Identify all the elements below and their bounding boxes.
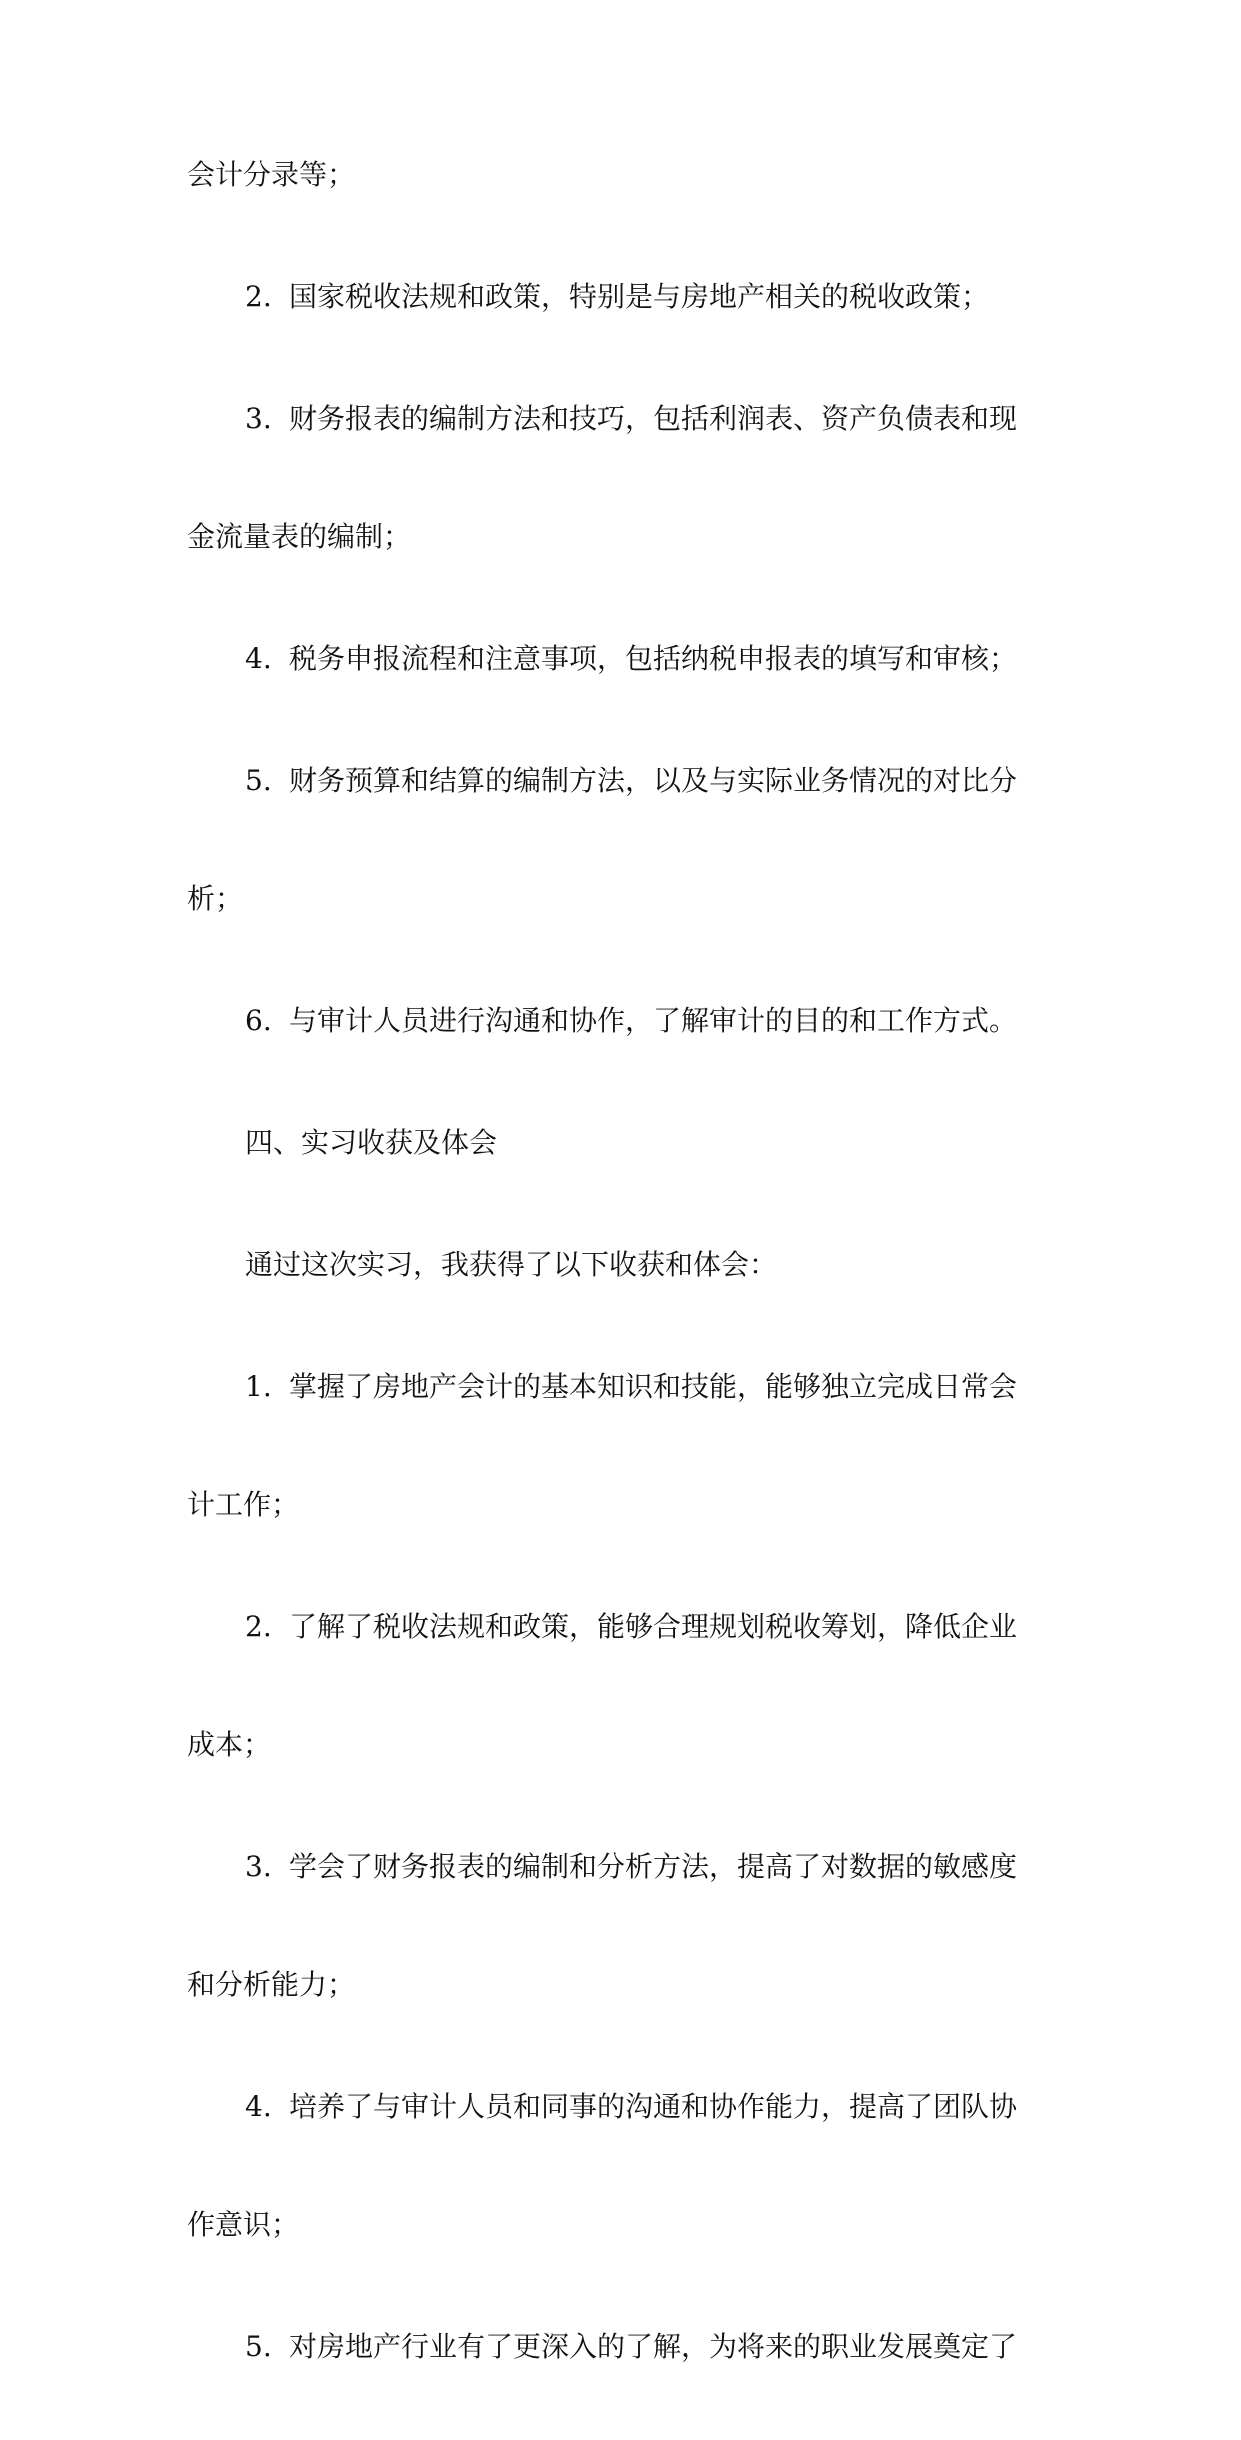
- item-text: 财务预算和结算的编制方法，以及与实际业务情况的对比分: [289, 764, 1018, 797]
- list-item: [187, 630, 1057, 688]
- list-item: [187, 1598, 1057, 1656]
- line-text: 金流量表的编制；: [187, 520, 412, 553]
- continuation-line: [187, 1476, 1057, 1534]
- line-text: 成本；: [187, 1728, 272, 1761]
- paragraph: [187, 1236, 1057, 1294]
- item-text: 国家税收法规和政策，特别是与房地产相关的税收政策；: [289, 280, 990, 313]
- continuation-line: [187, 2196, 1057, 2254]
- item-number: 5.: [245, 764, 272, 797]
- item-number: 5.: [245, 2330, 272, 2363]
- item-number: 4.: [245, 642, 272, 675]
- continuation-line: [187, 146, 1057, 204]
- body-text: [187, 146, 1057, 2440]
- item-number: 2.: [245, 280, 272, 313]
- line-text: 作意识；: [187, 2208, 300, 2241]
- list-item: [187, 268, 1057, 326]
- item-number: 3.: [245, 1850, 272, 1883]
- line-text: 和分析能力；: [187, 1968, 356, 2001]
- section-heading: [187, 1114, 1057, 1172]
- list-item: [187, 752, 1057, 810]
- item-number: 6.: [245, 1004, 272, 1037]
- item-text: 与审计人员进行沟通和协作，了解审计的目的和工作方式。: [289, 1004, 1018, 1037]
- list-item: [187, 2318, 1057, 2376]
- item-number: 3.: [245, 402, 272, 435]
- continuation-line: [187, 870, 1057, 928]
- item-text: 了解了税收法规和政策，能够合理规划税收筹划，降低企业: [289, 1610, 1018, 1643]
- item-text: 学会了财务报表的编制和分析方法，提高了对数据的敏感度: [289, 1850, 1018, 1883]
- line-text: 析；: [187, 882, 244, 915]
- item-number: 2.: [245, 1610, 272, 1643]
- continuation-line: [187, 1716, 1057, 1774]
- item-text: 税务申报流程和注意事项，包括纳税申报表的填写和审核；: [289, 642, 1018, 675]
- list-item: [187, 390, 1057, 448]
- list-item: [187, 2078, 1057, 2136]
- line-text: 计工作；: [187, 1488, 300, 1521]
- list-item: [187, 1358, 1057, 1416]
- line-text: 会计分录等；: [187, 158, 356, 191]
- item-text: 财务报表的编制方法和技巧，包括利润表、资产负债表和现: [289, 402, 1018, 435]
- item-number: 1.: [245, 1370, 272, 1403]
- paragraph-text: 通过这次实习，我获得了以下收获和体会：: [245, 1248, 778, 1281]
- item-text: 对房地产行业有了更深入的了解，为将来的职业发展奠定了: [289, 2330, 1018, 2363]
- continuation-line: [187, 1956, 1057, 2014]
- item-number: 4.: [245, 2090, 272, 2123]
- list-item: [187, 992, 1057, 1050]
- list-item: [187, 1838, 1057, 1896]
- item-text: 培养了与审计人员和同事的沟通和协作能力，提高了团队协: [289, 2090, 1018, 2123]
- heading-text: 四、实习收获及体会: [245, 1126, 498, 1159]
- continuation-line: [187, 508, 1057, 566]
- item-text: 掌握了房地产会计的基本知识和技能，能够独立完成日常会: [289, 1370, 1018, 1403]
